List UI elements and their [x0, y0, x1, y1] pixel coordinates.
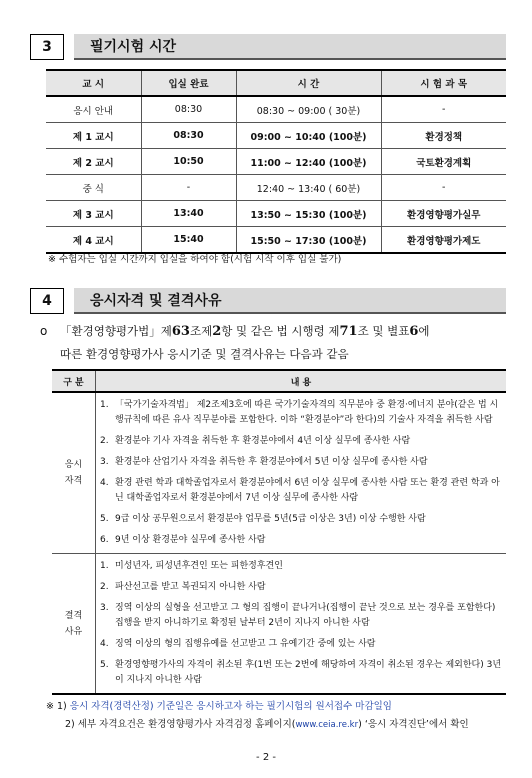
table-cell: 환경정책: [381, 123, 506, 149]
table-cell: 제 4 교시: [46, 227, 141, 254]
table-row: [46, 96, 506, 123]
table-cell: 08:30 ~ 09:00 ( 30분): [236, 96, 381, 123]
table-cell: 08:30: [141, 96, 236, 123]
website-link[interactable]: www.ceia.re.kr: [295, 720, 359, 730]
table-cell: 12:40 ~ 13:40 ( 60분): [236, 175, 381, 201]
table-cell: 15:50 ~ 17:30 (100분): [236, 227, 381, 254]
item-text: 환경분야 산업기사 자격을 취득한 후 환경분야에서 5년 이상 실무에 종사한 사람: [115, 457, 428, 467]
bullet-icon: o: [40, 324, 48, 338]
list-item: [100, 598, 506, 634]
items-cell: [96, 392, 507, 554]
table-cell: 08:30: [141, 123, 236, 149]
items-cell: [96, 554, 507, 695]
table-cell: -: [381, 175, 506, 201]
item-text: 파산선고를 받고 복권되지 아니한 사람: [115, 582, 266, 592]
category-label: 응시: [64, 460, 83, 470]
table-row: [46, 201, 506, 227]
item-number: 3.: [100, 603, 109, 613]
item-text: 환경 관련 학과 대학졸업자로서 환경분야에서 6년 이상 실무에 종사한 사람 또는 환경 관련 학과 아닌 대학졸업자로서 환경분야에서 7년 이상 실무에 종사한 사람: [115, 478, 500, 503]
table-cell: 13:50 ~ 15:30 (100분): [236, 201, 381, 227]
footnote-1: [46, 698, 516, 716]
table-header-row: [52, 370, 506, 392]
table-cell: 15:40: [141, 227, 236, 254]
footnotes: [46, 698, 516, 734]
law-text: 항 및 같은 법 시행령 제: [221, 324, 340, 338]
item-text: 환경영향평가사의 자격이 취소된 후(1번 또는 2번에 해당하여 자격이 취소된 경우는 제외한다) 3년이 지나지 아니한 사람: [115, 660, 502, 685]
table-row: [46, 123, 506, 149]
list-item: [100, 452, 506, 473]
category-label: 결격: [64, 610, 83, 621]
table-cell: 중 식: [46, 175, 141, 201]
item-number: 1.: [100, 561, 109, 571]
item-number: 4.: [100, 478, 109, 488]
qualification-table: [52, 369, 506, 695]
column-header: 시 간: [236, 70, 381, 96]
list-item: [100, 556, 506, 577]
category-label: 사유: [64, 626, 83, 637]
footnote-text: ) ‘응시 자격진단’에서 확인: [358, 719, 469, 730]
section-title: 필기시험 시간: [74, 34, 506, 60]
item-text: 「국가기술자격법」 제2조제3호에 따른 국가기술자격의 직무분야 중 환경·에너지 분야(같은 법 시행규칙에 따른 유사 직무분야를 포함한다. 이하 “환경분야”라 한다)의 기술사 자격을 취득한 사람: [115, 400, 499, 425]
item-number: 2.: [100, 436, 109, 446]
law-text: 「환경영향평가법」제: [60, 324, 172, 338]
category-cell: [52, 554, 96, 695]
section-4-header: [30, 288, 506, 316]
footnote-2: [46, 716, 516, 734]
table-row: [52, 392, 506, 554]
item-number: 1.: [100, 400, 109, 410]
table-cell: 10:50: [141, 149, 236, 175]
footnote-marker: 2): [65, 719, 75, 730]
table-row: [46, 175, 506, 201]
category-label: 자격: [64, 476, 83, 486]
appendix-number: 6: [409, 324, 419, 339]
table-cell: 13:40: [141, 201, 236, 227]
column-header: 교 시: [46, 70, 141, 96]
list-item: [100, 530, 506, 551]
table-row: [46, 227, 506, 254]
table-header-row: [46, 70, 506, 96]
list-item: [100, 431, 506, 452]
item-number: 5.: [100, 660, 109, 670]
clause-number: 2: [212, 324, 222, 339]
section-number: 4: [30, 288, 64, 314]
table-cell: -: [381, 96, 506, 123]
table-cell: 제 2 교시: [46, 149, 141, 175]
column-header: 입실 완료: [141, 70, 236, 96]
column-header: 구 분: [52, 370, 96, 392]
article-number: 63: [171, 324, 190, 339]
footnote-text: 응시 자격(경력산정) 기준일은 응시하고자 하는 필기시험의 원서접수 마감일임: [69, 701, 392, 712]
item-number: 4.: [100, 639, 109, 649]
item-number: 5.: [100, 514, 109, 524]
intro-paragraph: [40, 320, 510, 365]
list-item: [100, 577, 506, 598]
item-text: 9년 이상 환경분야 실무에 종사한 사람: [115, 535, 266, 545]
section-3-header: [30, 34, 506, 62]
list-item: [100, 473, 506, 509]
footnote-text: 세부 자격요건은 환경영향평가사 자격검정 홈페이지(: [77, 719, 296, 730]
table-row: [52, 554, 506, 695]
item-text: 9급 이상 공무원으로서 환경분야 업무를 5년(5급 이상은 3년) 이상 수행한 사람: [115, 514, 426, 524]
item-number: 3.: [100, 457, 109, 467]
exam-schedule-table: [46, 69, 506, 254]
table-row: [46, 149, 506, 175]
item-text: 환경분야 기사 자격을 취득한 후 환경분야에서 4년 이상 실무에 종사한 사람: [115, 436, 411, 446]
section-number: 3: [30, 34, 64, 60]
category-cell: [52, 392, 96, 554]
table-cell: -: [141, 175, 236, 201]
table-cell: 환경영향평가제도: [381, 227, 506, 254]
table-cell: 국토환경계획: [381, 149, 506, 175]
law-text: 에: [418, 324, 430, 338]
item-text: 미성년자, 피성년후견인 또는 피한정후견인: [115, 561, 283, 571]
column-header: 시 험 과 목: [381, 70, 506, 96]
item-text: 징역 이상의 실형을 선고받고 그 형의 집행이 끝나거나(집행이 끝난 것으로 보는 경우를 포함한다) 집행을 받지 아니하기로 확정된 날부터 2년이 지나지 아니한 사람: [115, 603, 496, 628]
law-text: 따른 환경영향평가사 응시기준 및 결격사유는 다음과 같음: [60, 347, 349, 361]
table-cell: 11:00 ~ 12:40 (100분): [236, 149, 381, 175]
table-cell: 제 1 교시: [46, 123, 141, 149]
list-item: [100, 634, 506, 655]
item-number: 2.: [100, 582, 109, 592]
table-cell: 환경영향평가실무: [381, 201, 506, 227]
list-item: [100, 509, 506, 530]
footnote-marker: ※ 1): [46, 701, 67, 712]
table-cell: 제 3 교시: [46, 201, 141, 227]
list-item: [100, 655, 506, 691]
law-text: 조제: [189, 324, 213, 338]
table-cell: 응시 안내: [46, 96, 141, 123]
section-title: 응시자격 및 결격사유: [74, 288, 506, 314]
article-number: 71: [339, 324, 358, 339]
schedule-note: ※ 수험자는 입실 시간까지 입실을 하여야 함(시험 시작 이후 입실 불가): [48, 254, 342, 265]
list-item: [100, 395, 506, 431]
item-number: 6.: [100, 535, 109, 545]
column-header: 내 용: [96, 370, 507, 392]
page-number: - 2 -: [256, 752, 276, 763]
law-text: 조 및 별표: [357, 324, 410, 338]
table-cell: 09:00 ~ 10:40 (100분): [236, 123, 381, 149]
item-text: 징역 이상의 형의 집행유예를 선고받고 그 유예기간 중에 있는 사람: [115, 639, 376, 649]
